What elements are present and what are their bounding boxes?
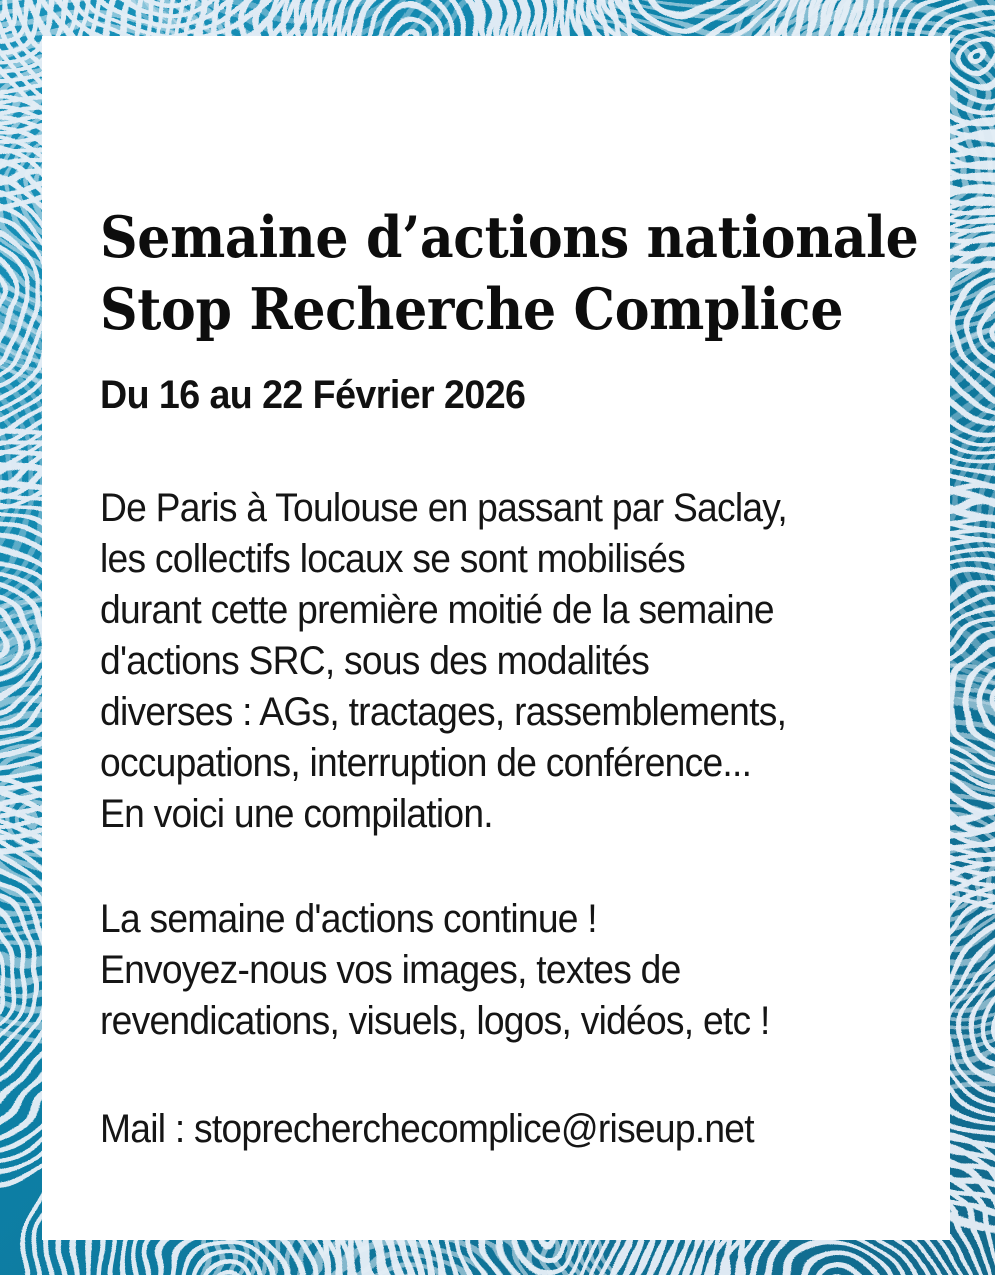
intro-line-6: occupations, interruption de conférence... <box>100 741 752 785</box>
page-title-line-2: Stop Recherche Complice <box>100 276 844 344</box>
intro-line-3: durant cette première moitié de la semaine <box>100 588 774 632</box>
intro-line-7: En voici une compilation. <box>100 792 493 836</box>
call-line-2: Envoyez-nous vos images, textes de <box>100 948 681 992</box>
content-card <box>42 36 950 1240</box>
intro-paragraph <box>100 483 863 840</box>
intro-line-4: d'actions SRC, sous des modalités <box>100 639 650 683</box>
contact-email-line[interactable]: Mail : stoprecherchecomplice@riseup.net <box>100 1107 754 1151</box>
content-card-inner <box>100 36 920 1240</box>
intro-line-5: diverses : AGs, tractages, rassemblements, <box>100 690 787 734</box>
call-to-action-paragraph <box>100 894 863 1047</box>
event-dateline: Du 16 au 22 Février 2026 <box>100 373 526 417</box>
contact-paragraph <box>100 1104 863 1155</box>
intro-line-1: De Paris à Toulouse en passant par Saclay, <box>100 486 788 530</box>
call-line-3: revendications, visuels, logos, vidéos, etc ! <box>100 999 770 1043</box>
call-line-1: La semaine d'actions continue ! <box>100 897 597 941</box>
page-title-line-1: Semaine d’actions nationale <box>100 204 919 272</box>
page-title <box>100 202 919 346</box>
intro-line-2: les collectifs locaux se sont mobilisés <box>100 537 686 581</box>
